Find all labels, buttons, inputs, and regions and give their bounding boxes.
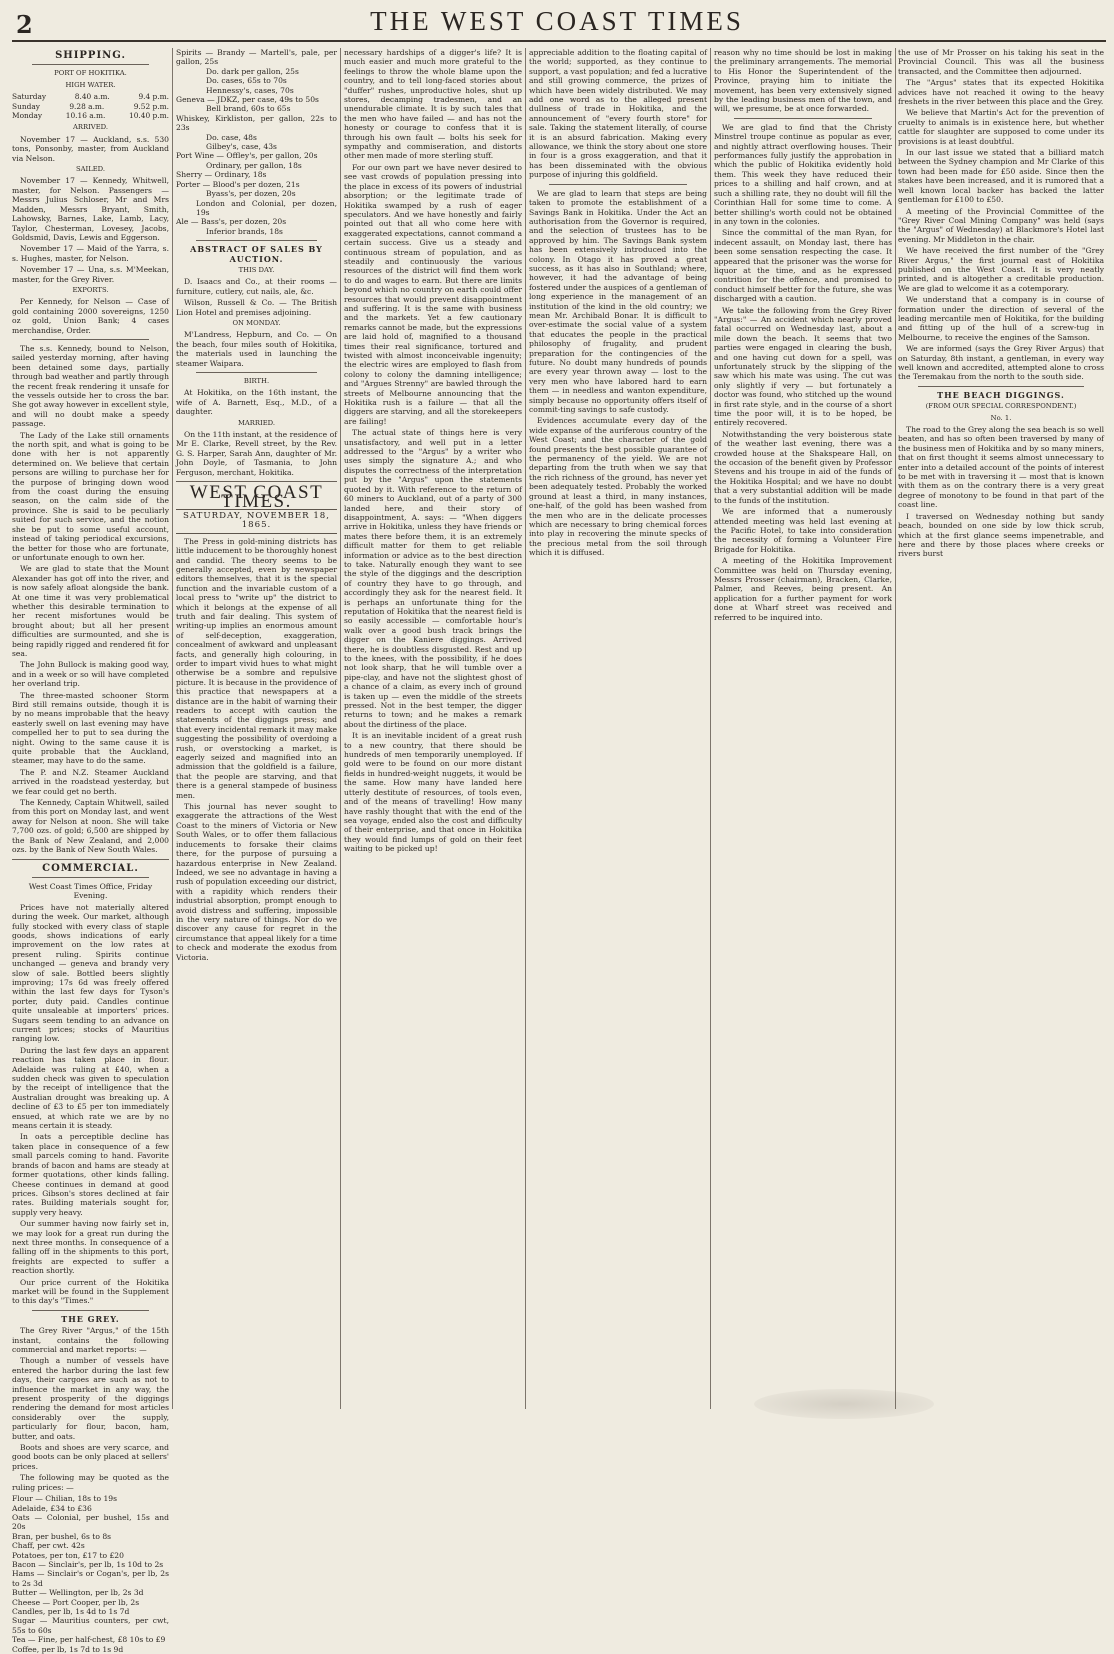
- shipping-paragraph: The P. and N.Z. Steamer Auckland arrived in the roadstead yesterday, but we fear could get no berth.: [12, 767, 169, 796]
- sailed-entry: November 17 — Una, s.s. M'Meekan, master, for the Grey River.: [12, 265, 169, 284]
- price-item: Coffee, per lb, 1s 7d to 1s 9d: [12, 1644, 124, 1654]
- tide-morning: 8.40 a.m.: [74, 92, 110, 102]
- birth-heading: BIRTH.: [243, 377, 270, 385]
- news-paragraph: We are informed (says the Grey River Argus) that on Saturday, 8th instant, a gentleman, in every way well known and accredited, attempted alone to cross the Teremakau from the north to the south side.: [898, 344, 1104, 382]
- shipping-paragraph: The three-masted schooner Storm Bird still remains outside, though it is by no means improbable that the heavy easterly swell on last evening may have compelled her to put to sea during the night. Owing to the same cause it is quite probable that the Auckland, steamer, may have to do the same.: [12, 690, 169, 766]
- grey-paragraph: Though a number of vessels have entered the harbor during the last few days, their cargoes are such as not to influence the market in any way, the present prosperity of the diggings rendering the demand for most articles considerably over the supply, particularly for flour, bacon, ham, butter, and oats.: [12, 1356, 169, 1441]
- goldfield-paragraph: Evidences accumulate every day of the wide expanse of the auriferous country of the West Coast; and the character of the gold found presents the best possible guarantee of the permanency of the yield. We are not departing from the truth when we say that the rich richness of the ground, has never yet been adequately tested. Probably the worked ground at least a third, in many instances, one-half, of the gold has been washed from the men who are in the delicate processes which are necessary to bring chemical forces into play in recovering the minute specks of the precious metal from the soil through which it is diffused.: [529, 416, 707, 558]
- news-paragraph: In our last issue we stated that a billiard match between the Sydney champion and Mr Clarke of this town had been made for £50 aside. Since then the stakes have been increased, and it is rumored that a well known local backer has backed the latter gentleman for £100 to £50.: [898, 148, 1104, 205]
- married-heading: MARRIED.: [237, 418, 276, 427]
- column-1: [12, 48, 169, 1654]
- news-paragraph: The "Argus" states that its expected Hokitika advices have not reached it owing to the heavy freshets in the river between this place and the Grey.: [898, 78, 1104, 107]
- commercial-paragraph: Our summer having now fairly set in, we may look for a great run during the next three months. In consequence of a falling off in the shipments to this port, freights are expected to suffer a reaction shortly.: [12, 1219, 169, 1276]
- column-2: [176, 48, 337, 1409]
- header-rule: [12, 40, 1106, 42]
- news-paragraph: A meeting of the Hokitika Improvement Committee was held on Thursday evening, Messrs Prosser (chairman), Bracken, Clarke, Palmer, and Reeves, being present. An application for a further payment for work done at Wharf street was received and referred to be inquired into.: [714, 556, 892, 622]
- shipping-paragraph: The Lady of the Lake still ornaments the north spit, and what is going to be done with her is not apparently determined on. We believe that certain persons are willing to purchase her for the purpose of bringing down wood from the coast during the ensuing season, on the calm side of the province. She is said to be peculiarly suited for such service, and the notion she be put to some useful account, instead of taking periodical excursions, the better for those who are fortunate, or unfortunate enough to own her.: [12, 430, 169, 562]
- auction-entry: D. Isaacs and Co., at their rooms — furniture, cutlery, cut nails, ale, &c.: [176, 277, 337, 296]
- beach-diggings-heading: THE BEACH DIGGINGS.: [937, 389, 1065, 400]
- auction-entry: M'Landress, Hepburn, and Co. — On the beach, four miles south of Hokitika, the materials used in launching the steamer Waipara.: [176, 330, 337, 368]
- shipping-paragraph: The John Bullock is making good way, and in a week or so will have completed her overland trip.: [12, 660, 169, 689]
- exports-label: EXPORTS.: [72, 285, 109, 294]
- news-paragraph: reason why no time should be lost in making the preliminary arrangements. The memorial to His Honor the Superintendent of the Province, praying him to initiate the movement, has been very extensively signed by the leading business men of the town, and will, we presume, be at once forwarded.: [714, 48, 892, 114]
- commercial-dateline: West Coast Times Office, Friday Evening.: [28, 881, 153, 901]
- divider: [12, 859, 169, 860]
- leader-paragraph: necessary hardships of a digger's life? It is much easier and much more grateful to the feelings to throw the whole blame upon the country, and to tell long-faced stories about "duffer" rushes, unproductive holes, shut up stores, decamping tradesmen, and an unendurable climate. It is by such tales that the men who have failed — and has not the honesty or courage to confess that it is through his own fault — bolts his seek for sympathy and commiseration, and distorts other men made of more sterling stuff.: [344, 48, 522, 161]
- price-item: Hennessy's, cases, 70s: [206, 85, 294, 95]
- price-item: Sherry — Ordinary, 18s: [176, 170, 267, 180]
- spirits-price-list: [176, 48, 337, 236]
- tide-day: Sunday: [12, 101, 40, 111]
- price-item: Geneva — JDKZ, per case, 49s to 50s: [176, 95, 319, 105]
- news-paragraph: We are informed that a numerously attended meeting was held last evening at the Pacific Hotel, to take into consideration the necessity of forming a Volunteer Fire Brigade for Hokitika.: [714, 507, 892, 554]
- price-item: Adelaide, £34 to £36: [12, 1503, 92, 1513]
- tide-morning: 10.16 a.m.: [65, 111, 106, 121]
- arrived-entry: November 17 — Auckland, s.s. 530 tons, Ponsonby, master, from Auckland via Nelson.: [12, 134, 169, 163]
- shipping-heading: SHIPPING.: [55, 50, 126, 61]
- price-item: Ale — Bass's, per dozen, 20s: [176, 217, 287, 227]
- commercial-paragraph: Prices have not materially altered during the week. Our market, although fully stocked with every class of staple goods, shows indications of early improvement on the low rates at present ruling. Spirits continue unchanged — geneva and brandy very slow of sale. Bottled beers slightly improving; 17s 6d was freely offered within the last few days for Tyson's porter, duty paid. Candles continue quite unsaleable at importers' prices. Sugars seem tending to an advance on current prices; stocks of Mauritius ranging low.: [12, 902, 169, 1044]
- price-item: Hams — Sinclair's or Cogan's, per lb, 2s to 2s 3d: [12, 1569, 169, 1588]
- divider: [32, 339, 149, 340]
- this-day-label: THIS DAY.: [238, 265, 275, 274]
- tide-evening: 9.4 p.m.: [138, 92, 169, 102]
- leader-paragraph: This journal has never sought to exaggerate the attractions of the West Coast to the miners of Victoria or New South Wales, or to offer them fallacious inducements to forsake their claims there, for the purpose of pursuing a hazardous enterprise in New Zealand. Indeed, we see no advantage in having a rush of population exceeding our district, with a rapidity which renders their industrial absorption, prompt enough to avoid distress and suffering, impossible in the very nature of things. Nor do we discover any cause for regret in the circumstance that appeal likely for a time to check and moderate the exodus from Victoria.: [176, 802, 337, 962]
- price-item: Oats — Colonial, per bushel, 15s and 20s: [12, 1512, 169, 1532]
- port-label: PORT OF HOKITIKA.: [54, 69, 127, 78]
- arrived-label: ARRIVED.: [72, 123, 109, 132]
- price-item: Butter — Wellington, per lb, 2s 3d: [12, 1588, 144, 1598]
- column-3: [344, 48, 522, 1409]
- divider: [196, 240, 317, 241]
- price-item: London and Colonial, per dozen, 19s: [196, 198, 337, 217]
- price-list: [12, 1494, 169, 1654]
- price-item: Tea — Fine, per half-chest, £8 10s to £9: [12, 1635, 166, 1645]
- page-number: 2: [16, 10, 33, 39]
- column-divider: [340, 48, 341, 1409]
- correspondent-label: (FROM OUR SPECIAL CORRESPONDENT.): [925, 402, 1077, 411]
- auction-entry: Wilson, Russell & Co. — The British Lion Hotel and premises adjoining.: [176, 298, 337, 317]
- auction-heading: ABSTRACT OF SALES BY AUCTION.: [190, 244, 323, 264]
- news-paragraph: We understand that a company is in course of formation under the direction of several of the leading mercantile men of Hokitika, for the building and fitting up of the hull of a screw-tug in Melbourne, to receive the engines of the Samson.: [898, 295, 1104, 342]
- leader-paragraph: The Press in gold-mining districts has little inducement to be thoroughly honest and candid. The theory seems to be generally accepted, even by newspaper editors themselves, that it is the special function and the invariable custom of a local press to "write up" the district to which it belongs at the expense of all truth and fair dealing. This system of writing-up implies an enormous amount of self-deception, exaggeration, concealment of awkward and unpleasant facts, and generally high colouring, in order to impart vivid hues to what might otherwise be a sombre and repulsive picture. It is because in the providence of this practice that newspapers at a distance are in the habit of warning their readers to accept with caution the statements of the diggings press; and that every incidental remark it may make suggesting the possibility of overdoing a rush, or overstocking a market, is eagerly seized and magnified into an admission that the goldfield is a failure, that the people are starving, and that there is a general stampede of business men.: [176, 536, 337, 800]
- shipping-paragraph: We are glad to state that the Mount Alexander has got off into the river, and is now safely afloat alongside the bank. At one time it was very problematical whether this desirable termination to her recent misfortunes would be brought about; but all her present difficulties are surmounted, and she is being rapidly rigged and rendered fit for sea.: [12, 564, 169, 658]
- article-number: No. 1.: [990, 413, 1012, 422]
- news-paragraph: the use of Mr Prosser on his taking his seat in the Provincial Council. This was all the business transacted, and the Committee then adjourned.: [898, 48, 1104, 76]
- leader-paragraph: The actual state of things here is very unsatisfactory, and well put in a letter addressed to the "Argus" by a writer who uses simply the signature A.; and who disputes the correctness of the interpretation put by the "Argus" upon the statements quoted by it. With reference to the return of 60 miners to Auckland, out of a party of 300 landed here, and their story of disappointment, A. says: — "When diggers arrive in Hokitika, unless they have friends or mates there before them, it is an extremely difficult matter for them to get reliable information or advice as to the best direction to take. Naturally enough they want to see the style of the diggings and the description of country they have to go through, and accordingly they ask for the nearest field. It is perhaps an unfortunate thing for the reputation of Hokitika that the nearest field is so easily accessible — comfortable hour's walk over a good bush track brings the digger on the Kaniere diggings. Arrived there, he is doubtless disgusted. Rest and up to the knees, with the possibility, if he does not look sharp, that he will tumble over a pipe-clay, and have not the slightest ghost of a chance of a claim, as every inch of ground is taken up — even the middle of the streets pressed. Not in the best temper, the digger returns to town; and he makes a remark about the dirtiness of the place.: [344, 428, 522, 729]
- commercial-paragraph: In oats a perceptible decline has taken place in consequence of a few small parcels coming to hand. Favorite brands of bacon and hams are steady at former quotations, other kinds falling. Cheese continues in demand at good prices. Gibson's stores declined at fair rates. Building materials sought for, supply very heavy.: [12, 1132, 169, 1217]
- divider: [734, 118, 872, 119]
- column-divider: [172, 48, 173, 1409]
- tide-evening: 9.52 p.m.: [133, 101, 169, 111]
- price-item: Candles, per lb, 1s 4d to 1s 7d: [12, 1606, 130, 1616]
- grey-paragraph: Boots and shoes are very scarce, and good boots can be only placed at sellers' prices.: [12, 1443, 169, 1471]
- on-monday-label: ON MONDAY.: [232, 318, 281, 327]
- divider: [196, 372, 317, 373]
- price-item: Flour — Chilian, 18s to 19s: [12, 1494, 118, 1504]
- news-paragraph: We take the following from the Grey River "Argus:" — An accident which nearly proved fatal occurred on Wednesday last, about a mile down the beach. It seems that two parties were engaged in clearing the bush, and one having cut down for a spell, was unfortunately struck by the slipping of the saw which his mate was using. The cut was only slightly if very — but fortunately a doctor was found, who stitched up the wound in first rate style, and in the course of a short time the poor will, it is to be hoped, be entirely recovered.: [714, 305, 892, 428]
- tide-row: [12, 92, 169, 101]
- price-item: Byass's, per dozen, 20s: [206, 189, 296, 199]
- column-divider: [710, 48, 711, 1409]
- newspaper-title: THE WEST COAST TIMES: [370, 6, 744, 36]
- exports-entry: Per Kennedy, for Nelson — Case of gold containing 2000 sovereigns, 1250 oz gold, Union Bank; 4 cases merchandise, Order.: [12, 297, 169, 335]
- divider: [32, 64, 149, 65]
- column-6: [898, 48, 1104, 1409]
- price-item: Bell brand, 60s to 65s: [206, 104, 291, 114]
- price-item: Do. cases, 65s to 70s: [206, 76, 287, 86]
- news-paragraph: We are glad to find that the Christy Minstrel troupe continue as popular as ever, and nightly attract overflowing houses. Their performances fully justify the approbation in which the public of Hokitika evidently hold them. This week they have reduced their prices to a shilling and half crown, and at such a shilling rate, they no doubt will fill the Corinthian Hall for some time to come. A better shilling's worth could not be obtained in any town in the colonies.: [714, 122, 892, 226]
- tide-evening: 10.40 p.m.: [129, 111, 169, 121]
- beach-paragraph: I traversed on Wednesday nothing but sandy beach, bounded on one side by low thick scrub, which at the first glance seems impenetrable, and here and there by those places where creeks or rivers burst: [898, 511, 1104, 559]
- price-item: Chaff, per cwt. 42s: [12, 1541, 85, 1551]
- price-item: Gilbey's, case, 43s: [206, 142, 277, 152]
- price-item: Do. dark per gallon, 25s: [206, 66, 299, 76]
- price-item: Potatoes, per ton, £17 to £20: [12, 1550, 124, 1560]
- commercial-heading: COMMERCIAL.: [42, 862, 139, 874]
- leader-paragraph: It is an inevitable incident of a great rush to a new country, that there should be hundreds of men temporarily unemployed. If gold were to be found on our more distant fields in hundred-weight nuggets, it would be the same. How many have landed here utterly destitute of resources, of tools even, and of the means of travelling! How many have rashly thought that with the end of the sea voyage, ended also the cost and difficulty of their enterprise, and that once in Hokitika they would find lumps of gold on their feet waiting to be picked up!: [344, 731, 522, 854]
- paper-stain: [754, 1389, 934, 1419]
- price-item: Sugar — Mauritius counters, per cwt, 55s to 60s: [12, 1616, 169, 1635]
- sailed-label: SAILED.: [75, 165, 106, 174]
- sailed-entry: November 17 — Kennedy, Whitwell, master, for Nelson. Passengers — Messrs Julius Schloser, Mr and Mrs Madden, Messrs Bryant, Smith, Lahowsky, Barnes, Lake, Lamb, Lacy, Taylor, Chesterman, Lovesey, Jacobs, Goldsmid, Davis, Lewis and Eggerson.: [12, 176, 169, 242]
- column-divider: [895, 48, 896, 1409]
- column-5: [714, 48, 892, 1409]
- price-item: Porter — Blood's per dozen, 21s: [176, 179, 300, 189]
- leader-paragraph: For our own part we have never desired to see vast crowds of population pressing into the place in excess of its powers of industrial absorption; or the legitimate trade of Hokitika swamped by a rush of eager speculators. And we have honestly and fairly pointed out that all who come here with exaggerated expectations, cannot command a certain success. Give us a steady and continuous stream of population, and as steadily and continuously the various resources of the district will find them work to do and wages to earn. But there are limits beyond which no country on earth could offer resources that would prevent disappointment and suffering. It is the same with business and the markets. Yet a few cautionary remarks cannot be made, but the expressions are laid hold of, magnified to a thousand times their real significance, tortured and twisted with almost inconceivable ingenuity; the electric wires are employed to flash from colony to colony the damning intelligence; and "Argues Strenny" are bawled through the streets of Melbourne announcing that the Hokitika rush is a failure — that all the diggers are starving, and all the storekeepers are failing!: [344, 162, 522, 426]
- price-item: Whiskey, Kirkliston, per gallon, 22s to 23s: [176, 113, 337, 133]
- editorial-date: SATURDAY, NOVEMBER 18, 1865.: [176, 509, 337, 534]
- divider: [32, 1310, 149, 1311]
- leader-paragraph: appreciable addition to the floating capital of the world; supported, as they continue to support, a vast population; and fed a lucrative and still growing commerce, the prizes of which have been widely distributed. We may add one word as to the alleged present dullness of trade in Hokitika, and the announcement of "every fourth store" for sale. Taking the statement literally, of course it is an absurd fabrication. Making every allowance, we think the story about one store in four is a gross exaggeration, and that it has been disseminated with the obvious purpose of injuring this goldfield.: [529, 48, 707, 180]
- price-item: Cheese — Port Cooper, per lb, 2s: [12, 1597, 140, 1607]
- divider: [549, 184, 687, 185]
- news-paragraph: Since the committal of the man Ryan, for indecent assault, on Monday last, there has been some sensation respecting the case. It appeared that the prisoner was the worse for liquor at the time, and as he expressed contrition for the offence, and promised to conduct himself better for the future, she was discharged with a caution.: [714, 228, 892, 304]
- price-item: Ordinary, per gallon, 18s: [206, 160, 302, 170]
- price-item: Bacon — Sinclair's, per lb, 1s 10d to 2s: [12, 1559, 164, 1569]
- news-paragraph: We have received the first number of the "Grey River Argus," the first journal east of Hokitika published on the West Coast. It is very neatly printed, and is altogether a creditable production. We are glad to welcome it as a cotemporary.: [898, 246, 1104, 293]
- commercial-paragraph: During the last few days an apparent reaction has taken place in flour. Adelaide was ruling at £40, when a sudden check was given to speculation by the receipt of intelligence that the Australian drought was breaking up. A decline of £3 to £5 per ton immediately ensued, at which rate we are by no means certain it is steady.: [12, 1045, 169, 1131]
- shipping-paragraph: The Kennedy, Captain Whitwell, sailed from this port on Monday last, and went away for Nelson at noon. She will take 7,700 ozs. of gold; 6,500 are shipped by the Bank of New Zealand, and 2,000 ozs. by the Bank of New South Wales.: [12, 798, 169, 855]
- news-paragraph: A meeting of the Provincial Committee of the "Grey River Coal Mining Company" was held (says the "Argus" of Wednesday) at Blackmore's Hotel last evening. Mr Middleton in the chair.: [898, 206, 1104, 244]
- shipping-paragraph: The s.s. Kennedy, bound to Nelson, sailed yesterday morning, after having been detained some days, partially through bad weather and partly through the recent freak rendering it unsafe for the vessels outside her to cross the bar. She got away however in excellent style, and will no doubt make a speedy passage.: [12, 343, 169, 429]
- news-paragraph: We believe that Martin's Act for the prevention of cruelty to animals is in existence here, but whether cattle for slaughter are supposed to come under its provisions is at least doubtful.: [898, 108, 1104, 146]
- divider: [32, 877, 149, 878]
- column-4: [529, 48, 707, 1409]
- grey-paragraph: The Grey River "Argus," of the 15th instant, contains the following commercial and market reports: —: [12, 1326, 169, 1354]
- marriage-notice: On the 11th instant, at the residence of Mr E. Clarke, Revell street, by the Rev. G. S. Harper, Sarah Ann, daughter of Mr. John Doyle, of Tasmania, to John Ferguson, merchant, Hokitika.: [176, 430, 337, 477]
- editorial-masthead: WEST COAST TIMES.: [189, 482, 324, 513]
- sailed-entry: November 17 — Maid of the Yarra, s. s. Hughes, master, for Nelson.: [12, 244, 169, 263]
- savings-bank-paragraph: We are glad to learn that steps are being taken to promote the establishment of a Savings Bank in Hokitika. Under the Act an authorisation from the Governor is required, and the selection of trustees has to be approved by him. The Savings Bank system has been extensively introduced into the colony. In Otago it has proved a great success, as it has also in Southland; where, however, it had the advantage of being fostered under the auspices of a gentleman of long experience in the management of an institution of the kind in the old country; we mean Mr. Archibald Bonar. It is difficult to over-estimate the social value of a system that educates the people in the practical philosophy of frugality, and prudent preparation for the contingencies of the future. No doubt many hundreds of pounds are every year thrown away — lost to the very men who have labored hard to earn them — in needless and wanton expenditure, simply because no opportunity offers itself of commit-ting savings to safe custody.: [529, 188, 707, 415]
- commercial-paragraph: Our price current of the Hokitika market will be found in the Supplement to this day's "Times.": [12, 1277, 169, 1306]
- price-item: Inferior brands, 18s: [206, 226, 283, 236]
- grey-paragraph: The following may be quoted as the ruling prices: —: [12, 1473, 169, 1492]
- tide-table: [12, 92, 169, 120]
- news-paragraph: Notwithstanding the very boisterous state of the weather last evening, there was a crowded house at the Shakspeare Hall, on the occasion of the benefit given by Professor Stevens and his troupe in aid of the funds of the Hokitika Hospital; and we have no doubt that a very substantial addition will be made to the funds of the institution.: [714, 429, 892, 505]
- birth-notice: At Hokitika, on the 16th instant, the wife of A. Barnett, Esq., M.D., of a daughter.: [176, 388, 337, 417]
- tide-row: [12, 111, 169, 120]
- tide-day: Monday: [12, 111, 43, 121]
- column-divider: [525, 48, 526, 1409]
- page-header: [0, 4, 1114, 44]
- price-item: Bran, per bushel, 6s to 8s: [12, 1531, 112, 1541]
- tide-row: [12, 102, 169, 111]
- beach-paragraph: The road to the Grey along the sea beach is so well beaten, and has so often been traversed by many of the business men of Hokitika and by so many miners, that on first thought it seems almost unnecessary to enter into a detailed account of the points of interest to be met with in traversing it — most that is known with them as on the contrary there is a very great degree of monotony to be found in that part of the coast line.: [898, 425, 1104, 510]
- grey-heading: THE GREY.: [61, 1313, 120, 1324]
- price-item: Port Wine — Offley's, per gallon, 20s: [176, 151, 318, 161]
- price-item: Spirits — Brandy — Martell's, pale, per gallon, 25s: [176, 48, 337, 67]
- tide-day: Saturday: [12, 92, 47, 102]
- price-item: Do. case, 48s: [206, 132, 257, 142]
- tide-morning: 9.28 a.m.: [69, 101, 105, 111]
- high-water-label: HIGH WATER.: [65, 80, 116, 89]
- divider: [918, 386, 1084, 387]
